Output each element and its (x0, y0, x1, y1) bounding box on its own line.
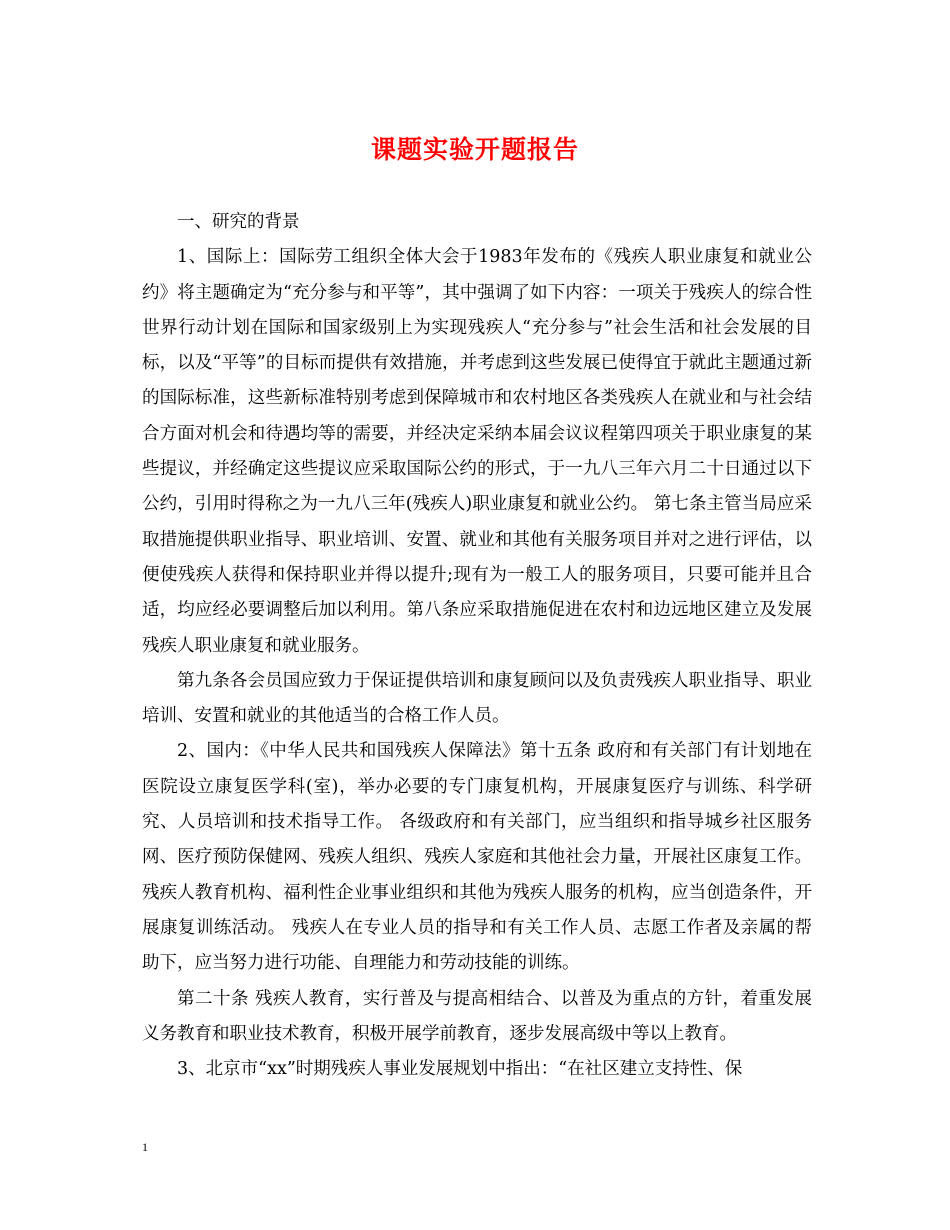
section-heading: 一、研究的背景 (177, 212, 300, 232)
paragraph-international: 1、国际上：国际劳工组织全体大会于1983年发布的《残疾人职业康复和就业公约》将主题确定为“充分参与和平等”，其中强调了如下内容：一项关于残疾人的综合性世界行动计划在国际和国家级别上为实现残疾人“充分参与”社会生活和社会发展的目标，以及“平等”的目标而提供有效措施，并考虑到这些发展已使得宜于就此主题通过新的国际标准，这些新标准特别考虑到保障城市和农村地区各类残疾人在就业和与社会结合方面对机会和待遇均等的需要，并经决定采纳本届会议议程第四项关于职业康复的某些提议，并经确定这些提议应采取国际公约的形式，于一九八三年六月二十日通过以下公约，引用时得称之为一九八三年(残疾人)职业康复和就业公约。 第七条主管当局应采取措施提供职业指导、职业培训、安置、就业和其他有关服务项目并对之进行评估，以便使残疾人获得和保持职业并得以提升;现有为一般工人的服务项目，只要可能并且合适，均应经必要调整后加以利用。第八条应采取措施促进在农村和边远地区建立及发展残疾人职业康复和就业服务。 (142, 247, 812, 656)
paragraph-beijing: 3、北京市“xx”时期残疾人事业发展规划中指出：“在社区建立支持性、保 (177, 1059, 743, 1080)
document-title: 课题实验开题报告 (370, 135, 579, 164)
document-body (142, 205, 812, 1087)
page-number: 1 (142, 1140, 148, 1154)
paragraph-article-twenty: 第二十条 残疾人教育，实行普及与提高相结合、以普及为重点的方针，着重发展义务教育和职业技术教育，积极开展学前教育，逐步发展高级中等以上教育。 (142, 988, 812, 1044)
paragraph-article-nine: 第九条各会员国应致力于保证提供培训和康复顾问以及负责残疾人职业指导、职业培训、安置和就业的其他适当的合格工作人员。 (142, 670, 812, 727)
paragraph-domestic: 2、国内：《中华人民共和国残疾人保障法》第十五条 政府和有关部门有计划地在医院设立康复医学科(室)，举办必要的专门康复机构，开展康复医疗与训练、科学研究、人员培训和技术指导工作。 各级政府和有关部门，应当组织和指导城乡社区服务网、医疗预防保健网、残疾人组织、残疾人家庭和其他社会力量，开展社区康复工作。 残疾人教育机构、福利性企业事业组织和其他为残疾人服务的机构，应当创造条件，开展康复训练活动。 残疾人在专业人员的指导和有关工作人员、志愿工作者及亲属的帮助下，应当努力进行功能、自理能力和劳动技能的训练。 (142, 741, 812, 974)
